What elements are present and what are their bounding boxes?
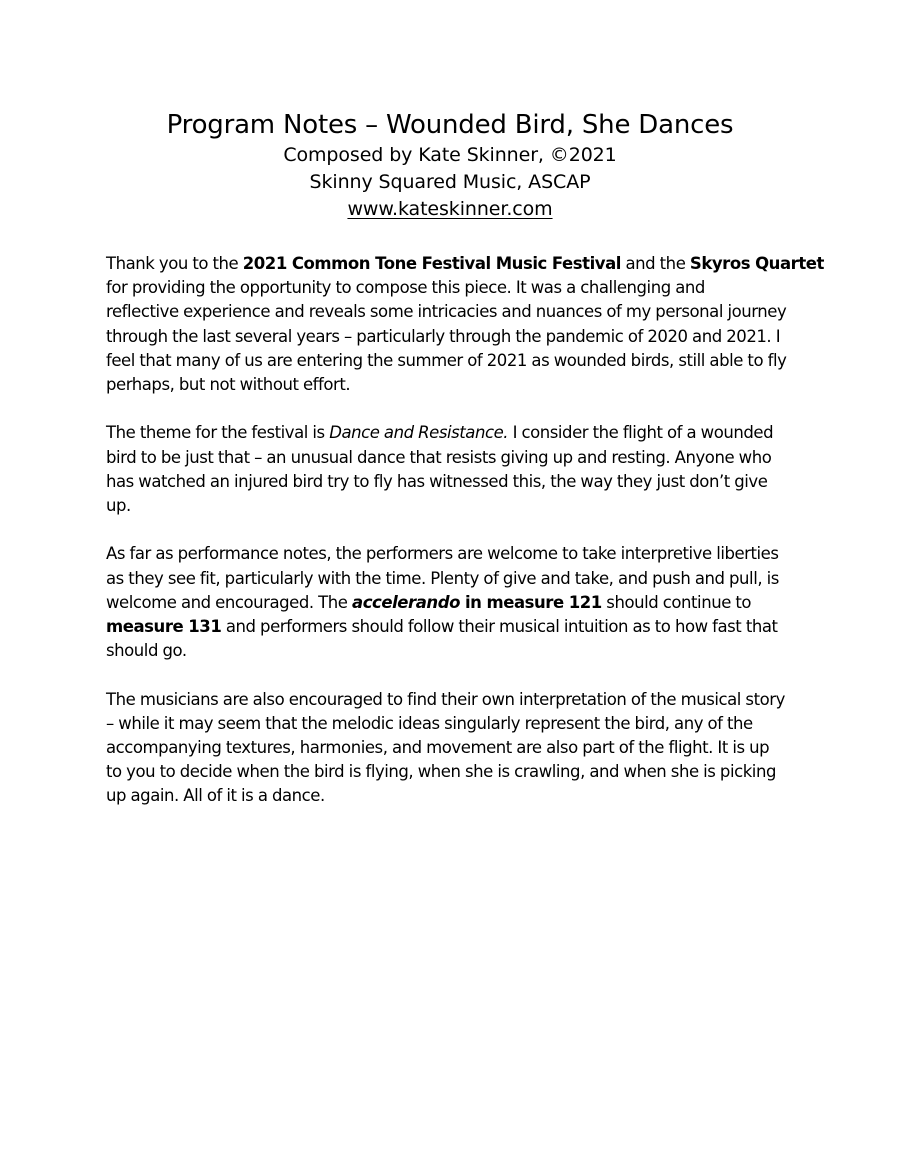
website-link[interactable]: www.kateskinner.com [347, 198, 553, 220]
text-line: through the last several years – particularly through the pandemic of 2020 and 2021. I [106, 326, 781, 346]
text-line [106, 615, 798, 639]
text-line [106, 252, 824, 276]
page-title: Program Notes – Wounded Bird, She Dances [166, 110, 734, 140]
text-line [106, 421, 798, 445]
festival-theme: Dance and Resistance. [329, 423, 509, 443]
text-line: reflective experience and reveals some intricacies and nuances of my personal journey [106, 302, 787, 322]
paragraph-interpretation [106, 688, 798, 809]
text-run: should continue to [601, 592, 752, 612]
festival-name: 2021 Common Tone Festival Music Festival [242, 254, 621, 273]
tempo-marking: accelerando [352, 592, 460, 612]
quartet-name: Skyros Quartet [689, 254, 824, 273]
text-run: Thank you to the [106, 254, 243, 273]
text-line: bird to be just that – an unusual dance that resists giving up and resting. Anyone who [106, 447, 772, 467]
text-line: perhaps, but not without effort. [106, 375, 351, 395]
measure-reference: measure 131 [106, 617, 222, 637]
text-run: and the [620, 254, 690, 273]
text-run: I consider the flight of a wounded [508, 423, 774, 443]
text-run: welcome and encouraged. The [106, 592, 353, 612]
text-line: – while it may seem that the melodic ideas singularly represent the bird, any of the [106, 713, 753, 733]
text-run: The theme for the festival is [106, 423, 330, 443]
text-line [106, 591, 798, 615]
text-line: has watched an injured bird try to fly has witnessed this, the way they just don’t give [106, 471, 768, 491]
paragraph-performance [106, 542, 798, 663]
text-line: to you to decide when the bird is flying, when she is crawling, and when she is picking [106, 762, 776, 782]
program-notes-body [106, 252, 824, 833]
paragraph-theme [106, 421, 798, 518]
text-line: for providing the opportunity to compose this piece. It was a challenging and [106, 278, 705, 298]
text-line: as they see fit, particularly with the time. Plenty of give and take, and push and pull, is [106, 568, 779, 588]
text-line: As far as performance notes, the performers are welcome to take interpretive liberties [106, 544, 779, 564]
measure-reference: in measure 121 [459, 592, 602, 612]
text-line: feel that many of us are entering the summer of 2021 as wounded birds, still able to fly [106, 350, 787, 370]
text-line: up. [106, 496, 131, 516]
publisher-line: Skinny Squared Music, ASCAP [309, 171, 591, 193]
text-line: The musicians are also encouraged to find their own interpretation of the musical story [106, 689, 785, 709]
text-line: up again. All of it is a dance. [106, 786, 325, 806]
paragraph-thanks [106, 252, 824, 397]
document-header [0, 108, 900, 223]
text-line: accompanying textures, harmonies, and movement are also part of the flight. It is up [106, 738, 770, 758]
composer-line: Composed by Kate Skinner, ©2021 [283, 144, 617, 166]
text-run: and performers should follow their musical intuition as to how fast that [221, 617, 778, 637]
text-line: should go. [106, 641, 187, 661]
